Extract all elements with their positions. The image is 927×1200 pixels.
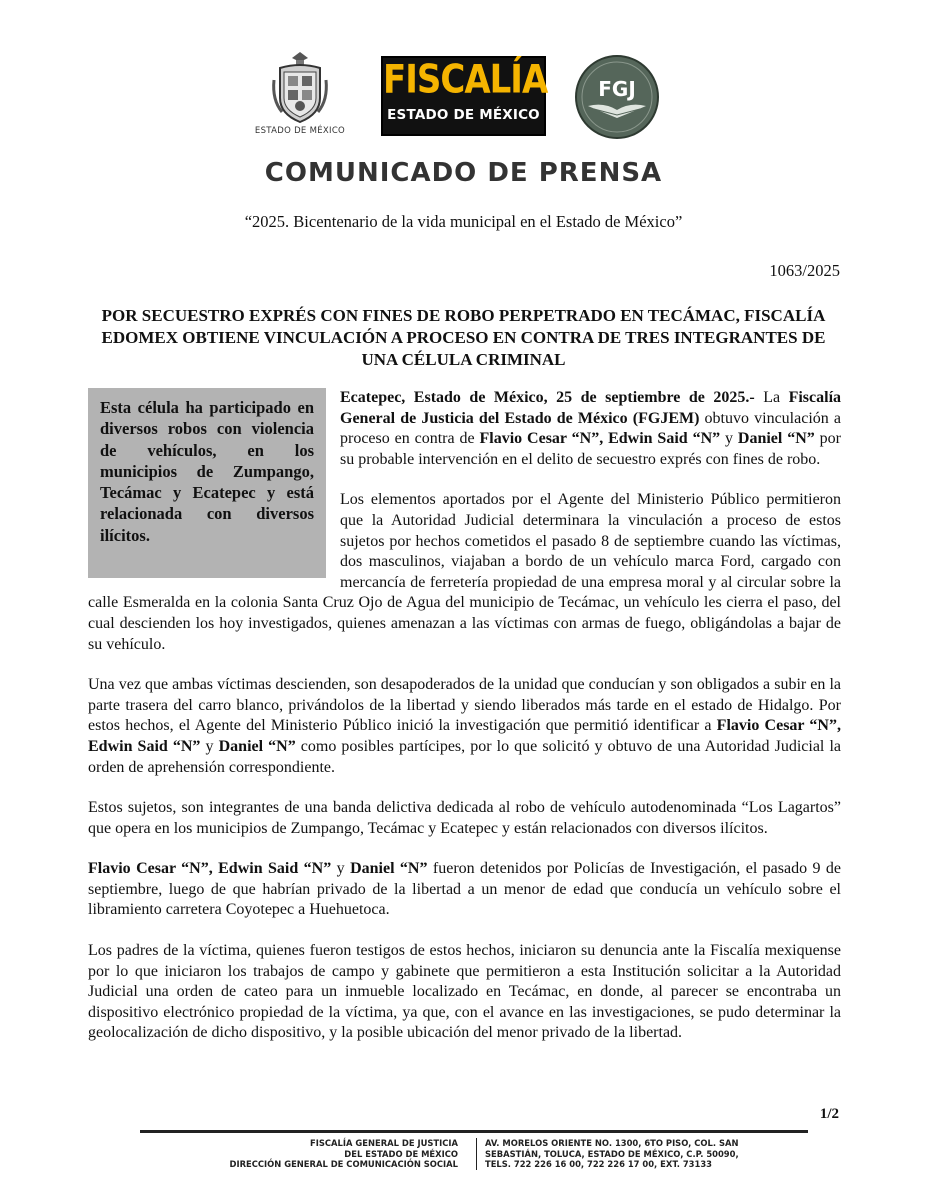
fiscalia-logo-line1: FISCALÍA	[383, 57, 548, 103]
highlight-box: Esta célula ha participado en diversos robos con violencia de vehículos, en los municipios de Zumpango, Tecámac y Ecatepec y está relacionada con diversos ilícitos.	[88, 388, 326, 578]
footer-address	[476, 1138, 785, 1170]
text-span: y	[720, 430, 738, 448]
defendant-name: Daniel “N”	[218, 737, 296, 755]
paragraph-5	[88, 859, 841, 921]
paragraph-6: Los padres de la víctima, quienes fueron testigos de estos hechos, iniciaron su denuncia ante la Fiscalía mexiquense por lo que iniciaron los trabajos de campo y gabinete que permitieron a esta Institución solicitar a la Autoridad Judicial una orden de cateo para un inmueble localizado en Tecámac, en donde, al parecer se encontraba un dispositivo electrónico propiedad de la víctima, ya que, con el avance en las investigaciones, se pudo determinar la geolocalización de dicho dispositivo, y la posible ubicación del menor privado de la libertad.	[88, 942, 841, 1042]
defendant-name: Daniel “N”	[737, 430, 815, 448]
paragraph-3	[88, 675, 841, 778]
text-span: fueron detenidos por Policías de Investigación, el pasado 9 de septiembre, luego de que habrían privado de la libertad a un menor de edad que conducía un vehículo sobre el libramiento carretera Coyotepec a Huehuetoca.	[88, 860, 842, 919]
paragraph-2: Los elementos aportados por el Agente del Ministerio Público permitieron que la Autoridad Judicial determinara la vinculación a proceso de estos sujetos por hechos cometidos el pasado 8 de septiembre cuando las víctimas, dos masculinos, viajaban a bordo de un vehículo marca Ford, cargado con mercancía de ferretería propiedad de una empresa moral y al circular sobre la calle Esmeralda en la colonia Santa Cruz Ojo de Agua del municipio de Tecámac, un vehículo les cierra el paso, del cual descienden los hoy investigados, quienes amenazan a las víctimas con armas de fuego, obligándolas a bajar de su vehículo.	[88, 491, 841, 653]
header	[0, 50, 927, 145]
footer-right-line: SEBASTIÁN, TOLUCA, ESTADO DE MÉXICO, C.P. 50090,	[485, 1148, 739, 1159]
text-span: La	[754, 389, 789, 406]
defendant-names: Flavio Cesar “N”, Edwin Said “N”	[479, 430, 721, 448]
footer-left-line: DEL ESTADO DE MÉXICO	[344, 1148, 458, 1159]
defendant-name: Daniel “N”	[350, 860, 428, 878]
defendant-names: Flavio Cesar “N”, Edwin Said “N”	[88, 717, 841, 755]
footer-institution	[200, 1138, 458, 1170]
text-span: como posibles partícipes, por lo que solicitó y obtuvo de una Autoridad Judicial la orden de aprehensión correspondiente.	[88, 737, 842, 776]
footer-divider	[140, 1130, 808, 1133]
fiscalia-logo-line2: ESTADO DE MÉXICO	[387, 107, 540, 123]
fgj-logo	[574, 54, 660, 140]
footer-left-line: FISCALÍA GENERAL DE JUSTICIA	[310, 1138, 458, 1148]
footer-left-line: DIRECCIÓN GENERAL DE COMUNICACIÓN SOCIAL	[229, 1159, 458, 1170]
seal-caption: ESTADO DE MÉXICO	[254, 126, 346, 136]
motto: “2025. Bicentenario de la vida municipal en el Estado de México”	[244, 212, 683, 231]
text-span: por su probable intervención en el delito de secuestro exprés con fines de robo.	[340, 430, 842, 468]
text-span: obtuvo vinculación a proceso en contra de	[340, 409, 841, 448]
headline: POR SECUESTRO EXPRÉS CON FINES DE ROBO PERPETRADO EN TECÁMAC, FISCALÍA EDOMEX OBTIENE VINCULACIÓN A PROCESO EN CONTRA DE TRES INTEGRANTES DE UNA CÉLULA CRIMINAL	[101, 306, 826, 369]
footer-right-line: TELS. 722 226 16 00, 722 226 17 00, EXT. 73133	[485, 1159, 712, 1170]
organization-name: Fiscalía General de Justicia del Estado de México (FGJEM)	[340, 389, 842, 427]
text-span: y	[200, 737, 219, 755]
defendant-names: Flavio Cesar “N”, Edwin Said “N”	[88, 860, 332, 878]
communique-number: 1063/2025	[769, 261, 840, 280]
coat-of-arms-icon	[270, 50, 330, 124]
footer-right-line: AV. MORELOS ORIENTE NO. 1300, 6TO PISO, COL. SAN	[485, 1138, 739, 1148]
page-title: COMUNICADO DE PRENSA	[264, 158, 663, 188]
text-span: y	[331, 860, 351, 878]
article-body	[88, 388, 841, 1064]
fgj-logo-text: FGJ	[598, 77, 636, 101]
text-span: Una vez que ambas víctimas descienden, son desapoderados de la unidad que conducían y son obligados a subir en la parte trasera del carro blanco, privándolos de la libertad y siendo liberados más tarde en el estado de Hidalgo. Por estos hechos, el Agente del Ministerio Público inició la investigación que permitió identificar a	[88, 676, 841, 735]
paragraph-4: Estos sujetos, son integrantes de una banda delictiva dedicada al robo de vehículo autodenominada “Los Lagartos” que opera en los municipios de Zumpango, Tecámac y Ecatepec y están relacionados con diversos ilícitos.	[88, 799, 841, 837]
page-number: 1/2	[819, 1106, 839, 1122]
estado-de-mexico-seal	[250, 50, 350, 145]
fiscalia-logo	[381, 56, 546, 136]
dateline: Ecatepec, Estado de México, 25 de septiembre de 2025.-	[340, 389, 755, 406]
